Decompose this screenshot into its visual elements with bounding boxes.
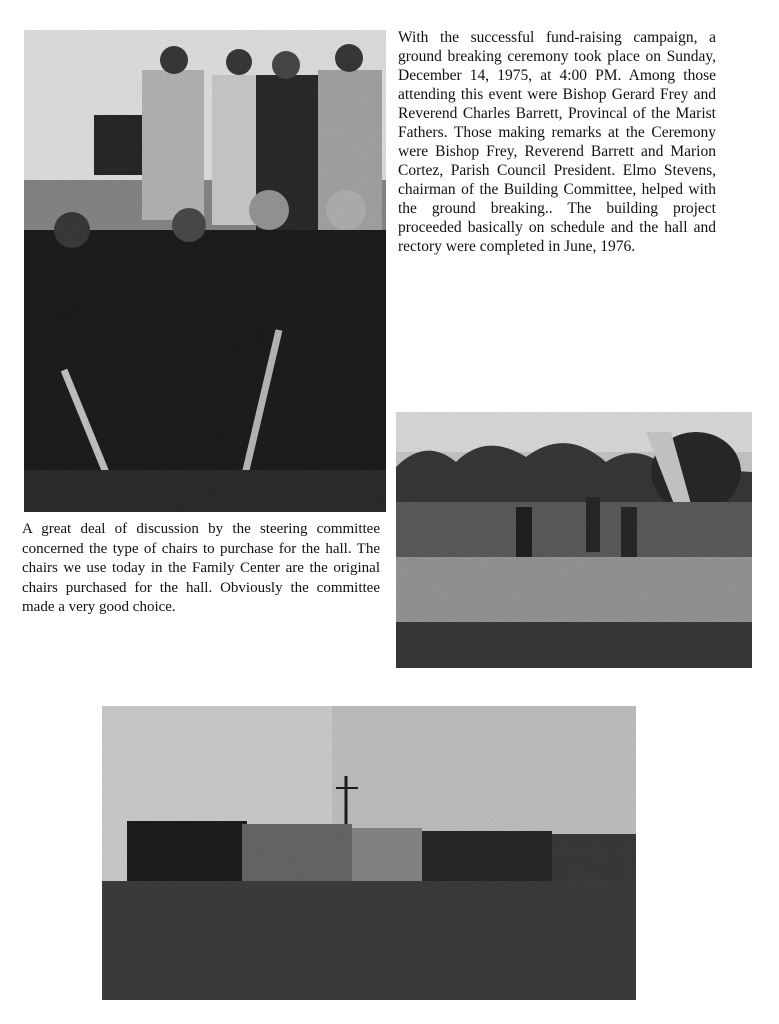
completed-hall-photo bbox=[102, 706, 636, 1000]
groundbreaking-ceremony-photo bbox=[24, 30, 386, 512]
construction-site-photo bbox=[396, 412, 752, 668]
chairs-paragraph: A great deal of discussion by the steering committee concerned the type of chairs to purchase for the hall. The chairs we use today in the Family Center are the original chairs purchased for the hall. Obviously the committee made a very good choice. bbox=[22, 521, 380, 615]
groundbreaking-paragraph: With the successful fund-raising campaign, a ground breaking ceremony took place on Sunday, December 14, 1975, at 4:00 PM. Among those attending this event were Bishop Gerard Frey and Reverend Charles Barrett, Provincal of the Marist Fathers. Those making remarks at the Ceremony were Bishop Frey, Reverend Barrett and Marion Cortez, Parish Council President. Elmo Stevens, chairman of the Building Committee, helped with the ground breaking.. The building project proceeded basically on schedule and the hall and rectory were completed in June, 1976. bbox=[398, 29, 716, 255]
